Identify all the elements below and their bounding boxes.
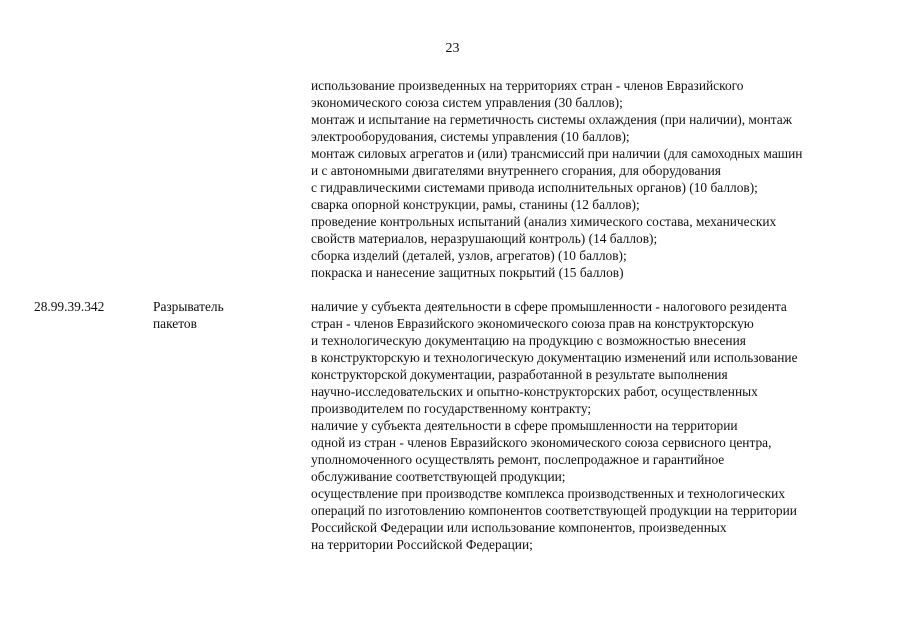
product-requirements	[311, 298, 798, 553]
text-line: операций по изготовлению компонентов соответствующей продукции на территории	[311, 503, 797, 518]
continuation-requirements	[311, 77, 802, 281]
text-line: обслуживание соответствующей продукции;	[311, 469, 566, 484]
text-line: уполномоченного осуществлять ремонт, послепродажное и гарантийное	[311, 452, 725, 467]
text-line: стран - членов Евразийского экономического союза прав на конструкторскую	[311, 316, 754, 331]
text-line: покраска и нанесение защитных покрытий (15 баллов)	[311, 265, 624, 280]
text-line: использование произведенных на территориях стран - членов Евразийского	[311, 78, 744, 93]
product-code: 28.99.39.342	[34, 299, 105, 314]
product-name-line: Разрыватель	[153, 299, 224, 314]
text-line: проведение контрольных испытаний (анализ химического состава, механических	[311, 214, 777, 229]
text-line: экономического союза систем управления (30 баллов);	[311, 95, 623, 110]
product-name	[153, 298, 224, 332]
text-line: свойств материалов, неразрушающий контроль) (14 баллов);	[311, 231, 658, 246]
text-line: с гидравлическими системами привода исполнительных органов) (10 баллов);	[311, 180, 758, 195]
text-line: одной из стран - членов Евразийского экономического союза сервисного центра,	[311, 435, 772, 450]
text-line: монтаж и испытание на герметичность системы охлаждения (при наличии), монтаж	[311, 112, 792, 127]
text-line: конструкторской документации, разработанной в результате выполнения	[311, 367, 728, 382]
text-line: научно-исследовательских и опытно-конструкторских работ, осуществленных	[311, 384, 758, 399]
text-line: наличие у субъекта деятельности в сфере промышленности на территории	[311, 418, 738, 433]
text-line: и технологическую документацию на продукцию с возможностью внесения	[311, 333, 746, 348]
product-name-line: пакетов	[153, 316, 197, 331]
text-line: наличие у субъекта деятельности в сфере промышленности - налогового резидента	[311, 299, 787, 314]
text-line: монтаж силовых агрегатов и (или) трансмиссий при наличии (для самоходных машин	[311, 146, 803, 161]
text-line: и с автономными двигателями внутреннего сгорания, для оборудования	[311, 163, 721, 178]
text-line: Российской Федерации или использование компонентов, произведенных	[311, 520, 727, 535]
text-line: в конструкторскую и технологическую документацию изменений или использование	[311, 350, 798, 365]
text-line: производителем по государственному контракту;	[311, 401, 592, 416]
page-number: 23	[445, 41, 460, 56]
text-line: сварка опорной конструкции, рамы, станины (12 баллов);	[311, 197, 640, 212]
text-line: сборка изделий (деталей, узлов, агрегатов) (10 баллов);	[311, 248, 627, 263]
text-line: электрооборудования, системы управления (10 баллов);	[311, 129, 630, 144]
text-line: на территории Российской Федерации;	[311, 537, 533, 552]
text-line: осуществление при производстве комплекса производственных и технологических	[311, 486, 786, 501]
